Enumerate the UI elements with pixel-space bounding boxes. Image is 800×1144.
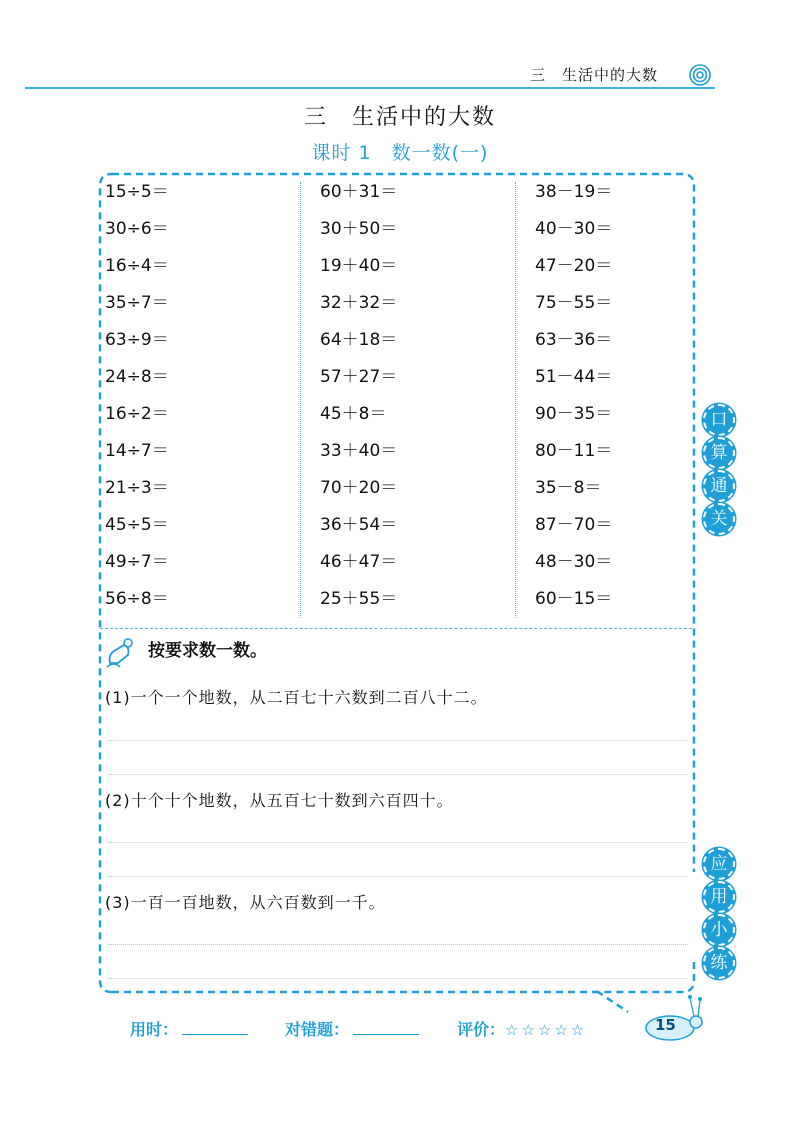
side-tab-char: 应	[703, 848, 735, 880]
star-rating[interactable]: ☆☆☆☆☆	[505, 1021, 588, 1039]
calc-problem: 15÷5＝	[105, 182, 169, 202]
calc-problem: 30÷6＝	[105, 219, 169, 239]
calc-problem: 63－36＝	[535, 330, 613, 350]
answer-line[interactable]	[108, 876, 688, 877]
calc-problem: 38－19＝	[535, 182, 613, 202]
errors-blank[interactable]	[353, 1020, 419, 1035]
calc-problem: 45＋8＝	[320, 404, 387, 424]
errors-label: 对错题：	[285, 1020, 350, 1039]
side-tab-char: 算	[703, 437, 735, 469]
calc-problem: 80－11＝	[535, 441, 613, 461]
spiral-icon	[689, 64, 711, 86]
calc-problem: 48－30＝	[535, 552, 613, 572]
calc-problem: 60＋31＝	[320, 182, 398, 202]
calc-problem: 30＋50＝	[320, 219, 398, 239]
calc-problem: 56÷8＝	[105, 589, 169, 609]
calc-problem: 75－55＝	[535, 293, 613, 313]
calc-problem: 70＋20＝	[320, 478, 398, 498]
section-divider	[100, 628, 692, 629]
calc-problem: 35－8＝	[535, 478, 602, 498]
calc-problem: 46＋47＝	[320, 552, 398, 572]
calc-problem: 60－15＝	[535, 589, 613, 609]
rating-label: 评价：	[457, 1020, 506, 1039]
calc-problem: 21÷3＝	[105, 478, 169, 498]
calc-problem: 47－20＝	[535, 256, 613, 276]
calc-problem: 45÷5＝	[105, 515, 169, 535]
side-tab-char: 用	[703, 881, 735, 913]
calc-problem: 25＋55＝	[320, 589, 398, 609]
page-number: 15	[655, 1016, 676, 1034]
side-tab-char: 练	[703, 947, 735, 979]
bell-icon	[104, 637, 136, 671]
calc-problem: 16÷2＝	[105, 404, 169, 424]
running-head: 三 生活中的大数	[530, 66, 659, 84]
calc-problem: 57＋27＝	[320, 367, 398, 387]
calc-problem: 49÷7＝	[105, 552, 169, 572]
calc-problem: 32＋32＝	[320, 293, 398, 313]
time-field	[130, 1017, 248, 1040]
time-label: 用时：	[130, 1020, 179, 1039]
calc-problem: 19＋40＝	[320, 256, 398, 276]
side-tab-char: 小	[703, 914, 735, 946]
rating-field	[457, 1017, 587, 1040]
calc-problem: 35÷7＝	[105, 293, 169, 313]
column-divider	[300, 182, 301, 618]
column-divider	[515, 182, 516, 618]
question-1: (1)一个一个地数，从二百七十六数到二百八十二。	[105, 688, 488, 707]
errors-field	[285, 1017, 419, 1040]
question-2: (2)十个十个地数，从五百七十数到六百四十。	[105, 791, 454, 810]
calc-column-3	[535, 174, 725, 618]
calc-problem: 63÷9＝	[105, 330, 169, 350]
calc-problem: 24÷8＝	[105, 367, 169, 387]
answer-line[interactable]	[108, 842, 688, 843]
question-3: (3)一百一百地数，从六百数到一千。	[105, 893, 386, 912]
calc-problem: 16÷4＝	[105, 256, 169, 276]
calc-column-2	[320, 174, 510, 618]
side-tab-char: 关	[703, 503, 735, 535]
calc-problem: 33＋40＝	[320, 441, 398, 461]
time-blank[interactable]	[182, 1020, 248, 1035]
answer-line[interactable]	[108, 740, 688, 741]
side-tab-char: 口	[703, 404, 735, 436]
side-tab-char: 通	[703, 470, 735, 502]
calc-problem: 51－44＝	[535, 367, 613, 387]
header-rule	[25, 87, 715, 89]
section-heading: 按要求数一数。	[148, 641, 267, 661]
calc-problem: 14÷7＝	[105, 441, 169, 461]
calc-column-1	[105, 174, 295, 618]
answer-line[interactable]	[108, 944, 688, 945]
calc-problem: 87－70＝	[535, 515, 613, 535]
calc-problem: 36＋54＝	[320, 515, 398, 535]
calc-problem: 90－35＝	[535, 404, 613, 424]
calc-problem: 40－30＝	[535, 219, 613, 239]
chapter-title: 三 生活中的大数	[303, 105, 496, 130]
calc-problem: 64＋18＝	[320, 330, 398, 350]
answer-line[interactable]	[108, 774, 688, 775]
answer-line[interactable]	[108, 978, 688, 979]
lesson-title: 课时 1 数一数(一)	[311, 142, 489, 164]
